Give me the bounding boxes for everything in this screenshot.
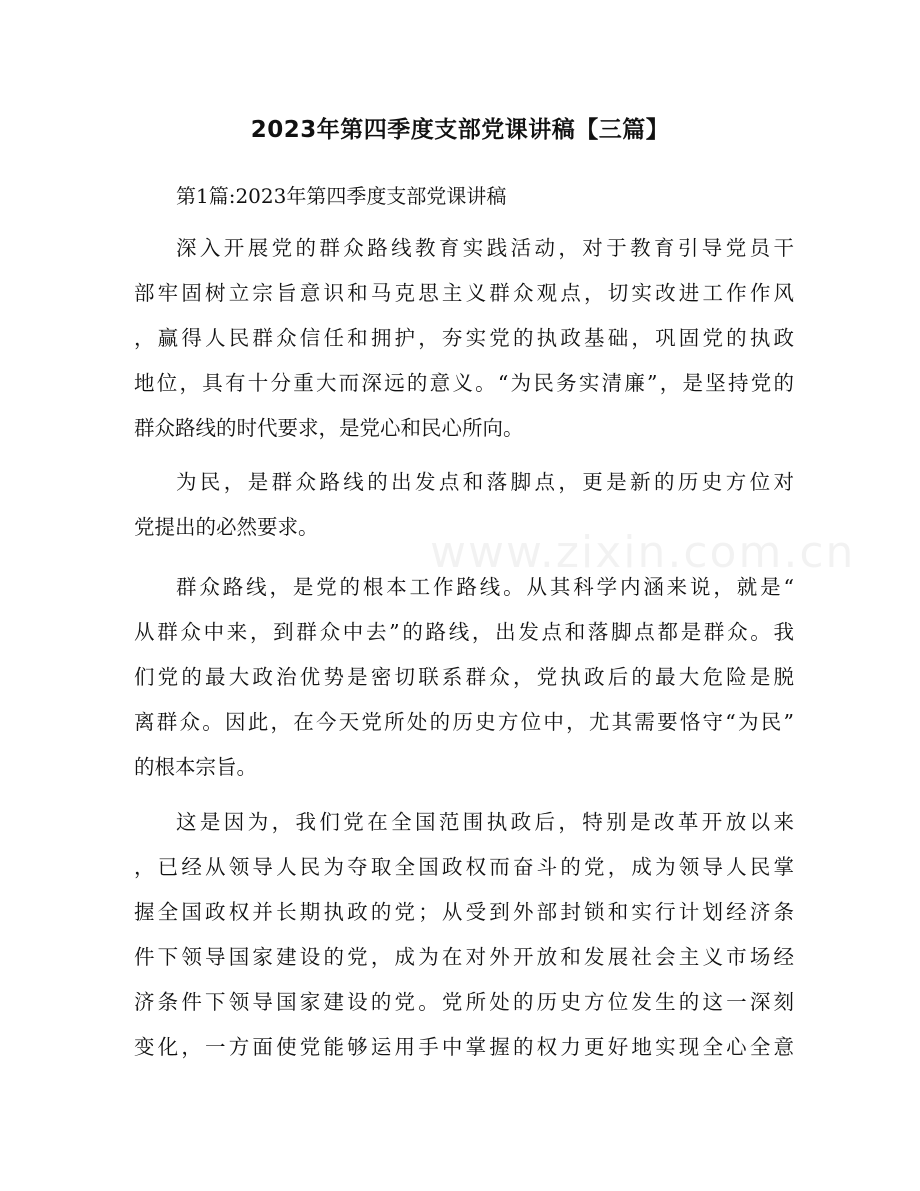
paragraph-line: 离群众。因此，在今天党所处的历史方位中，尤其需要恪守“为民” (134, 710, 794, 734)
paragraph-line: 为民，是群众路线的出发点和落脚点，更是新的历史方位对 (176, 470, 794, 494)
paragraph-line: 的根本宗旨。 (134, 755, 257, 779)
document-title: 2023年第四季度支部党课讲稿【三篇】 (250, 117, 670, 143)
paragraph-line: 这是因为，我们党在全国范围执政后，特别是改革开放以来 (176, 810, 794, 834)
paragraph-line: 深入开展党的群众路线教育实践活动，对于教育引导党员干 (176, 236, 794, 260)
paragraph-line: ，赢得人民群众信任和拥护，夯实党的执政基础，巩固党的执政 (134, 326, 794, 350)
paragraph-line: ，已经从领导人民为夺取全国政权而奋斗的党，成为领导人民掌 (134, 855, 794, 879)
paragraph-line: 握全国政权并长期执政的党；从受到外部封锁和实行计划经济条 (134, 900, 794, 924)
paragraph-line: 群众路线的时代要求，是党心和民心所向。 (134, 416, 524, 440)
section-heading: 第1篇:2023年第四季度支部党课讲稿 (176, 184, 507, 208)
paragraph-line: 群众路线，是党的根本工作路线。从其科学内涵来说，就是“ (176, 575, 794, 599)
paragraph-line: 地位，具有十分重大而深远的意义。“为民务实清廉”，是坚持党的 (134, 371, 794, 395)
paragraph-line: 党提出的必然要求。 (134, 515, 319, 539)
paragraph-line: 部牢固树立宗旨意识和马克思主义群众观点，切实改进工作作风 (134, 281, 794, 305)
paragraph-line: 们党的最大政治优势是密切联系群众，党执政后的最大危险是脱 (134, 665, 794, 689)
paragraph-line: 件下领导国家建设的党，成为在对外开放和发展社会主义市场经 (134, 945, 794, 969)
paragraph-line: 济条件下领导国家建设的党。党所处的历史方位发生的这一深刻 (134, 990, 794, 1014)
paragraph-line: 从群众中来，到群众中去”的路线，出发点和落脚点都是群众。我 (134, 620, 794, 644)
watermark: www.zixin.com.cn (430, 527, 856, 578)
paragraph-line: 变化，一方面使党能够运用手中掌握的权力更好地实现全心全意 (134, 1035, 794, 1059)
